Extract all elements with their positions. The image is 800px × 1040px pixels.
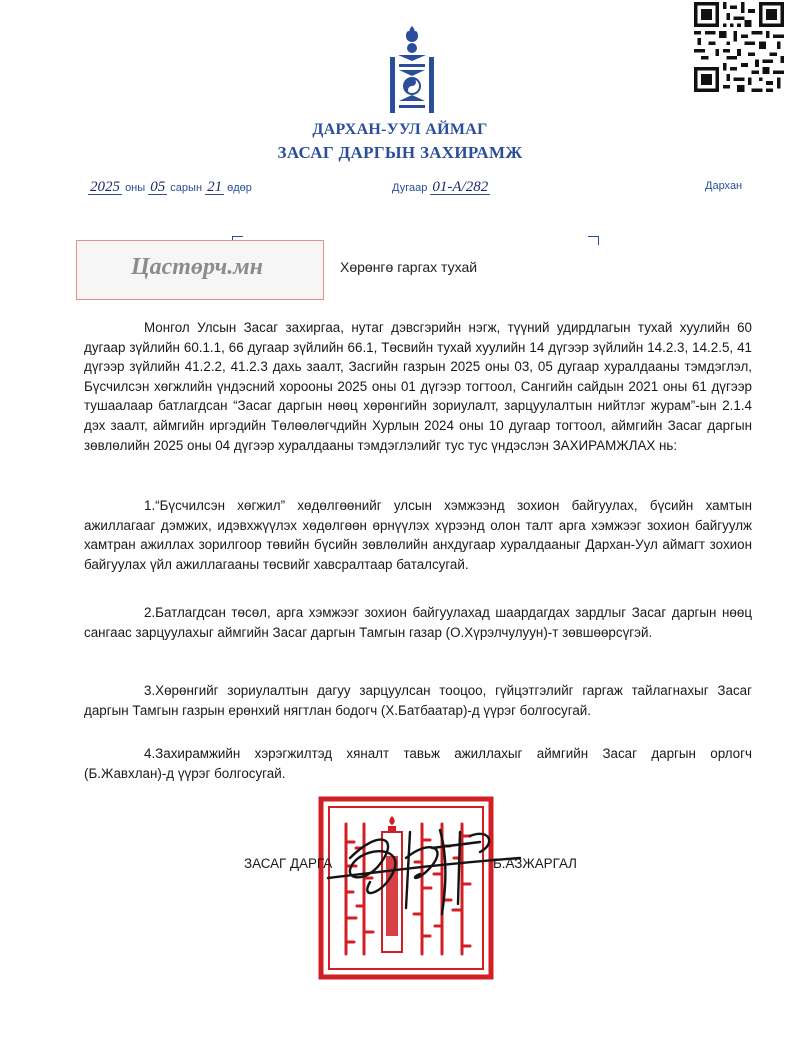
- clause-3-text: 3.Хөрөнгийг зориулалтын дагуу зарцуулсан тооцоо, гүйцэтгэлийг гаргаж тайлагнахыг Засаг даргын Тамгын газрын ерөнхий нягтлан бодогч (Х.Батбаатар)-д үүрэг болгосугай.: [84, 683, 752, 718]
- document-type-title: ЗАСАГ ДАРГЫН ЗАХИРАМЖ: [277, 143, 523, 162]
- date-month: 05: [150, 179, 166, 195]
- date-year: 2025: [90, 179, 120, 195]
- date-line: [88, 180, 252, 195]
- number-label: Дугаар: [392, 182, 428, 194]
- preamble-paragraph: [84, 318, 752, 455]
- subject-corner-mark-right: [588, 236, 599, 245]
- year-suffix: оны: [125, 182, 146, 194]
- clause-2-text: 2.Батлагдсан төсөл, арга хэмжээг зохион байгуулахад шаардагдах зардлыг Засаг даргын нөөц сангаас зарцуулахыг аймгийн Засаг даргын Тамгын газар (О.Хүрэлчулуун)-т зөвшөөрсүгэй.: [84, 605, 752, 640]
- clause-1: [84, 496, 752, 574]
- decree-number-line: [392, 180, 490, 195]
- watermark-logo-text: Цастөрч.мн: [130, 254, 264, 280]
- preamble-text: Монгол Улсын Засаг захиргаа, нутаг дэвсгэрийн нэгж, түүний удирдлагын тухай хуулийн 60 дугаар зүйлийн 60.1.1, 66 дугаар зүйлийн 66.1, Төсвийн тухай хуулийн 14 дүгээр зүйлийн 14.2.3, 14.2.5, 41 дүгээр зүйлийн 41.2.2, 41.2.3 дахь заалт, Засгийн газрын 2025 оны 03, 05 дугаар хуралдааны тэмдэглэл, Бүсчилсэн хөгжлийн үндэсний хорооны 2025 оны 01 дүгээр тогтоол, Сангийн сайдын 2021 оны 61 дүгээр тушаалаар батлагдсан “Засаг даргын нөөц хөрөнгийн зориулалт, зарцуулалтын нийтлэг журам”-ын 2.1.4 дэх заалт, аймгийн иргэдийн Төлөөлөгчдийн Хурлын 2024 оны 10 дугаар тогтоол, аймгийн Засаг даргын зөвлөлийн 2025 оны 04 дүгээр хуралдааны тэмдэглэлийг тус тус үндэслэн ЗАХИРАМЖЛАХ нь:: [84, 320, 752, 453]
- organization-name: ДАРХАН-УУЛ АЙМАГ: [312, 121, 488, 138]
- clause-4: [84, 744, 752, 783]
- date-day: 21: [207, 179, 223, 195]
- month-suffix: сарын: [170, 182, 203, 194]
- signatory-title: ЗАСАГ ДАРГА: [244, 856, 333, 871]
- handwritten-signature: [320, 818, 530, 928]
- clause-3: [84, 681, 752, 720]
- clause-4-text: 4.Захирамжийн хэрэгжилтэд хяналт тавьж ажиллахыг аймгийн Засаг даргын орлогч (Б.Жавхлан)-д үүрэг болгосугай.: [84, 746, 752, 781]
- clause-1-text: 1.“Бүсчилсэн хөгжил” хөдөлгөөнийг улсын хэмжээнд зохион байгуулах, бүсийн хамтын ажиллагааг дэмжих, идэвхжүүлэх хөдөлгөөн өрнүүлэх хүрээнд олон талт арга хэмжээг зохион байгуулж хамтран ажиллах зорилгоор төвийн бүсийн зөвлөлийн анхдугаар хуралдааныг Дархан-Уул аймагт зохион байгуулах үйл ажиллагааны төсвийг хавсралтаар баталсугай.: [84, 498, 752, 572]
- day-suffix: өдөр: [227, 182, 252, 194]
- document-subject: Хөрөнгө гаргах тухай: [340, 259, 478, 275]
- decree-number: 01-А/282: [432, 179, 489, 195]
- clause-2: [84, 603, 752, 642]
- soyombo-emblem-icon: [388, 24, 436, 116]
- issue-place: Дархан: [705, 180, 743, 192]
- qr-code-icon: [694, 2, 784, 92]
- signatory-name: Б.АЗЖАРГАЛ: [493, 856, 577, 871]
